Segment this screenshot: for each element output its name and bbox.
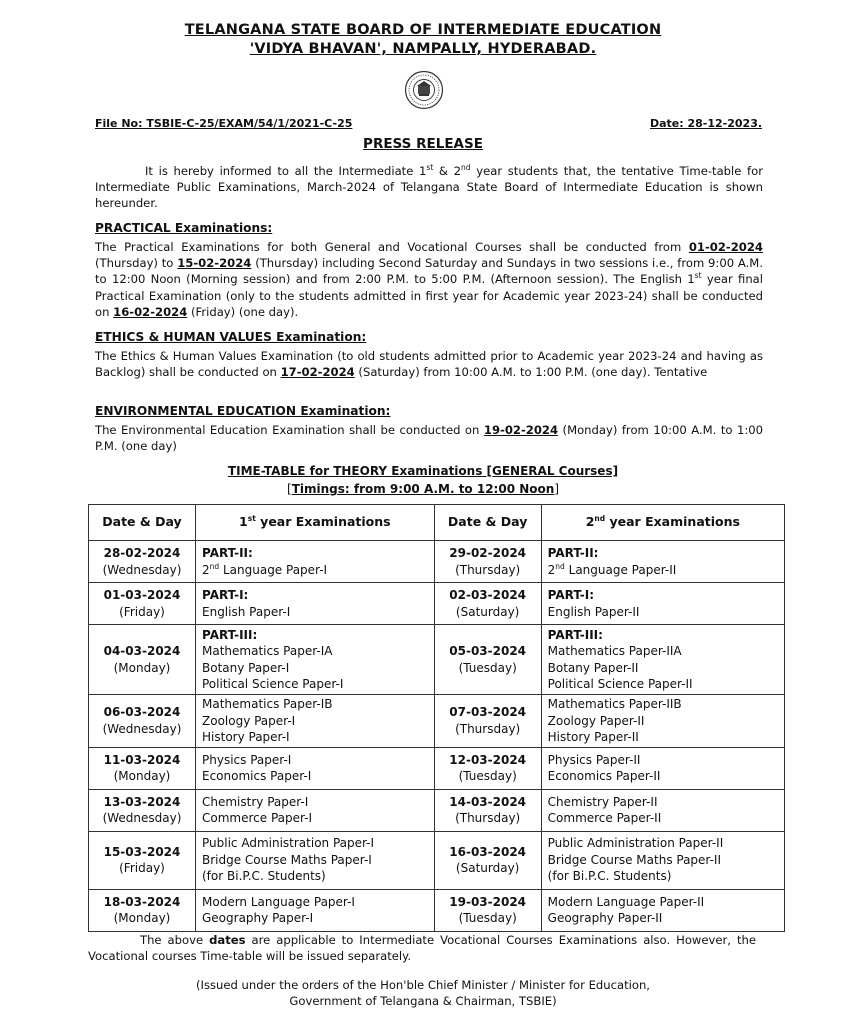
exam-paper: Economics Paper-I <box>202 769 312 783</box>
date-cell <box>89 695 196 748</box>
environmental-paragraph: The Environmental Education Examination shall be conducted on 19-02-2024 (Monday) from 10:00 A.M. to 1:00 P.M. (one day) <box>95 423 763 454</box>
exam-paper: PART-I: <box>547 588 595 602</box>
exam-paper: Mathematics Paper-IA <box>202 644 333 658</box>
issued-line-2: Government of Telangana & Chairman, TSBIE) <box>289 994 557 1008</box>
exam-paper: History Paper-I <box>202 730 290 744</box>
environmental-heading: ENVIRONMENTAL EDUCATION Examination: <box>95 404 391 418</box>
date-cell <box>434 831 541 889</box>
ethics-paragraph: The Ethics & Human Values Examination (to old students admitted prior to Academic year 2023-24 and having as Backlog) shall be conducted on 17-02-2024 (Saturday) from 10:00 A.M. to 1:00 P.M. (one day). Tentative <box>95 349 763 380</box>
date-cell <box>434 625 541 695</box>
exam-paper: Economics Paper-II <box>547 769 661 783</box>
exam-weekday: (Tuesday) <box>458 769 517 783</box>
exam-paper: PART-II: <box>547 546 599 560</box>
exam-paper: PART-III: <box>202 627 258 642</box>
table-row <box>89 889 785 931</box>
board-seal-icon <box>404 70 444 110</box>
date-cell <box>434 583 541 625</box>
timetable-title: TIME-TABLE for THEORY Examinations [GENERAL Courses] <box>227 464 619 478</box>
exam-date: 18-03-2024 <box>103 894 181 909</box>
exam-weekday: (Thursday) <box>455 811 521 825</box>
exam-cell <box>196 583 435 625</box>
exam-paper: Mathematics Paper-IIB <box>547 697 682 711</box>
date-cell <box>89 625 196 695</box>
exam-paper: English Paper-II <box>547 604 640 619</box>
exam-paper: Chemistry Paper-I <box>202 794 309 809</box>
exam-date: 16-03-2024 <box>449 844 527 859</box>
exam-cell <box>196 889 435 931</box>
exam-date: 14-03-2024 <box>449 794 527 809</box>
exam-date: 12-03-2024 <box>449 752 527 767</box>
file-number: File No: TSBIE-C-25/EXAM/54/1/2021-C-25 <box>95 117 353 130</box>
exam-date: 13-03-2024 <box>103 794 181 809</box>
exam-weekday: (Monday) <box>113 911 171 925</box>
exam-paper: 2nd Language Paper-I <box>202 561 328 577</box>
exam-paper: Public Administration Paper-II <box>547 836 724 851</box>
exam-date: 07-03-2024 <box>449 705 527 720</box>
table-row <box>89 625 785 695</box>
exam-paper: History Paper-II <box>547 730 639 744</box>
exam-cell <box>196 831 435 889</box>
col-header-date-day-1: Date & Day <box>89 505 196 541</box>
exam-weekday: (Monday) <box>113 769 171 783</box>
exam-paper: Political Science Paper-II <box>547 677 693 691</box>
exam-weekday: (Wednesday) <box>102 562 182 577</box>
exam-cell <box>541 889 784 931</box>
timetable-body <box>89 541 785 932</box>
exam-weekday: (Saturday) <box>455 604 520 619</box>
exam-paper: (for Bi.P.C. Students) <box>202 869 326 884</box>
exam-paper: PART-I: <box>202 588 249 602</box>
date-cell <box>434 541 541 583</box>
exam-cell <box>541 789 784 831</box>
exam-date: 01-03-2024 <box>103 588 181 602</box>
exam-cell <box>196 625 435 695</box>
exam-weekday: (Friday) <box>119 604 165 619</box>
exam-paper: Physics Paper-I <box>202 752 292 767</box>
exam-weekday: (Tuesday) <box>458 911 517 925</box>
exam-cell <box>541 583 784 625</box>
exam-date: 04-03-2024 <box>103 644 181 658</box>
exam-date: 11-03-2024 <box>103 752 181 767</box>
exam-date: 06-03-2024 <box>103 705 181 720</box>
table-row <box>89 831 785 889</box>
date-cell <box>434 889 541 931</box>
exam-cell <box>196 541 435 583</box>
exam-date: 05-03-2024 <box>449 644 527 658</box>
date-cell <box>89 583 196 625</box>
exam-paper: Mathematics Paper-IB <box>202 697 333 711</box>
exam-weekday: (Tuesday) <box>458 660 517 675</box>
exam-date: 29-02-2024 <box>449 546 527 560</box>
exam-paper: 2nd Language Paper-II <box>547 561 677 577</box>
practical-paragraph: The Practical Examinations for both General and Vocational Courses shall be conducted from 01-02-2024 (Thursday) to 15-02-2024 (Thursday) including Second Saturday and Sundays in two sessions i.e., from 9:00 A.M. to 12:00 Noon (Morning session) and from 2:00 P.M. to 5:00 P.M. (Afternoon session). The English 1st year final Practical Examination (only to the students admitted in first year for Academic year 2023-24) shall be conducted on 16-02-2024 (Friday) (one day). <box>95 240 763 319</box>
exam-paper: Bridge Course Maths Paper-II <box>547 852 722 867</box>
col-header-date-day-2: Date & Day <box>434 505 541 541</box>
date-cell <box>434 789 541 831</box>
exam-paper: Botany Paper-I <box>202 660 290 675</box>
exam-weekday: (Saturday) <box>455 861 520 875</box>
exam-paper: Modern Language Paper-I <box>202 894 355 909</box>
exam-weekday: (Wednesday) <box>102 721 182 736</box>
exam-weekday: (Thursday) <box>455 562 521 577</box>
exam-cell <box>196 789 435 831</box>
exam-weekday: (Monday) <box>113 660 171 675</box>
exam-paper: Public Administration Paper-I <box>202 836 375 851</box>
practical-heading: PRACTICAL Examinations: <box>95 221 273 235</box>
table-row <box>89 695 785 748</box>
exam-paper: Geography Paper-I <box>202 911 314 925</box>
exam-paper: English Paper-I <box>202 604 291 619</box>
date-cell <box>89 789 196 831</box>
intro-paragraph: It is hereby informed to all the Intermediate 1st & 2nd year students that, the tentative Time-table for Intermediate Public Examinations, March-2024 of Telangana State Board of Intermediate Education is shown hereunder. <box>95 163 764 211</box>
exam-cell <box>541 831 784 889</box>
page-title: PRESS RELEASE <box>363 136 483 152</box>
release-date: Date: 28-12-2023. <box>650 117 763 130</box>
board-name-heading: TELANGANA STATE BOARD OF INTERMEDIATE EDUCATION <box>184 22 662 38</box>
exam-date: 02-03-2024 <box>449 588 527 602</box>
exam-cell <box>196 747 435 789</box>
date-cell <box>89 747 196 789</box>
col-header-first-year: 1st year Examinations <box>196 505 435 541</box>
board-address-heading: 'VIDYA BHAVAN', NAMPALLY, HYDERABAD. <box>249 41 597 57</box>
timetable-table <box>88 504 785 932</box>
ethics-heading: ETHICS & HUMAN VALUES Examination: <box>95 330 367 344</box>
issued-note <box>0 977 846 1009</box>
vocational-note: The above dates are applicable to Intermediate Vocational Courses Examinations also. However, the Vocational courses Time-table will be issued separately. <box>88 933 756 963</box>
table-row <box>89 789 785 831</box>
date-cell <box>434 695 541 748</box>
timetable-timings: [Timings: from 9:00 A.M. to 12:00 Noon] <box>287 482 559 496</box>
table-row <box>89 583 785 625</box>
exam-paper: Geography Paper-II <box>547 911 663 925</box>
col-header-second-year: 2nd year Examinations <box>541 505 784 541</box>
exam-paper: Bridge Course Maths Paper-I <box>202 852 372 867</box>
exam-paper: Zoology Paper-I <box>202 713 296 728</box>
exam-weekday: (Thursday) <box>455 721 521 736</box>
exam-paper: PART-II: <box>202 546 253 560</box>
exam-paper: Commerce Paper-I <box>202 811 313 825</box>
exam-paper: Mathematics Paper-IIA <box>547 644 682 658</box>
exam-cell <box>541 695 784 748</box>
table-row <box>89 541 785 583</box>
exam-cell <box>541 625 784 695</box>
table-row <box>89 747 785 789</box>
date-cell <box>89 831 196 889</box>
exam-paper: (for Bi.P.C. Students) <box>547 869 672 884</box>
issued-line-1: (Issued under the orders of the Hon'ble Chief Minister / Minister for Education, <box>196 978 650 992</box>
exam-date: 19-03-2024 <box>449 894 527 909</box>
exam-weekday: (Friday) <box>119 861 165 875</box>
exam-paper: Political Science Paper-I <box>202 677 344 691</box>
exam-date: 28-02-2024 <box>103 546 181 560</box>
exam-paper: Zoology Paper-II <box>547 713 645 728</box>
exam-paper: Chemistry Paper-II <box>547 794 658 809</box>
table-header-row <box>89 505 785 541</box>
date-cell <box>89 541 196 583</box>
exam-paper: PART-III: <box>547 627 603 642</box>
exam-date: 15-03-2024 <box>103 844 181 859</box>
exam-paper: Modern Language Paper-II <box>547 894 705 909</box>
exam-paper: Commerce Paper-II <box>547 811 662 825</box>
date-cell <box>434 747 541 789</box>
exam-paper: Botany Paper-II <box>547 660 639 675</box>
exam-paper: Physics Paper-II <box>547 752 641 767</box>
date-cell <box>89 889 196 931</box>
exam-cell <box>541 747 784 789</box>
exam-weekday: (Wednesday) <box>102 811 182 825</box>
exam-cell <box>541 541 784 583</box>
exam-cell <box>196 695 435 748</box>
